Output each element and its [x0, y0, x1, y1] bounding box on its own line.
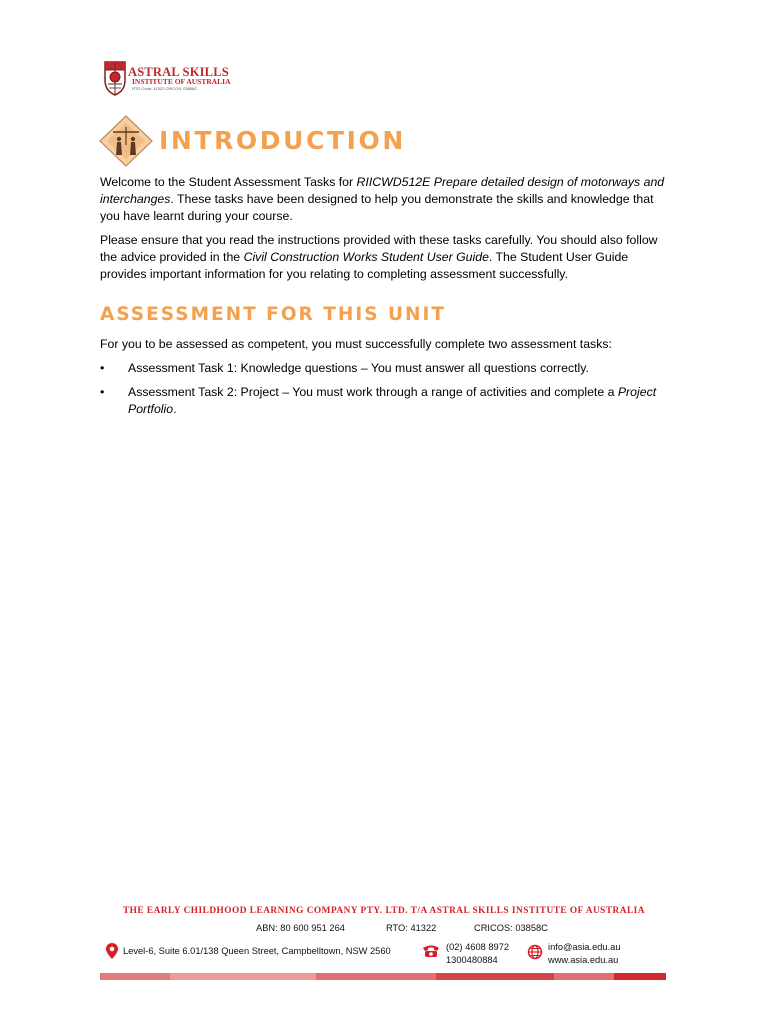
email-link[interactable]: info@asia.edu.au	[548, 942, 621, 952]
list-item	[100, 360, 670, 377]
list-item	[100, 384, 670, 418]
telephone-icon	[421, 944, 441, 958]
footer-rto: RTO: 41322	[386, 923, 437, 933]
intro-p2-before: Please ensure that you read the instructions provided with these tasks carefully. You should also follow the advice provided in the	[100, 233, 658, 264]
bullet: •	[100, 361, 105, 375]
footer-address: Level-6, Suite 6.01/138 Queen Street, Campbelltown, NSW 2560	[123, 946, 391, 956]
phone-number-1: (02) 4608 8972	[446, 942, 510, 952]
astral-skills-logo	[103, 60, 233, 98]
intro-p1-before: Welcome to the Student Assessment Tasks for	[100, 175, 357, 189]
footer-color-bar	[100, 973, 666, 980]
assessment-heading: ASSESSMENT FOR THIS UNIT	[100, 304, 446, 325]
bullet: •	[100, 385, 105, 399]
globe-icon	[527, 944, 543, 960]
assessment-task-list	[100, 360, 670, 425]
footer-abn: ABN: 80 600 951 264	[256, 923, 345, 933]
shield-logo-icon	[103, 60, 127, 96]
location-pin-icon	[105, 942, 119, 960]
intro-p1-after: . These tasks have been designed to help you demonstrate the skills and knowledge that you have learnt during your course.	[100, 192, 654, 223]
phone-number-2: 1300480884	[446, 954, 498, 965]
logo-subtitle: INSTITUTE OF AUSTRALIA	[132, 77, 231, 86]
assessment-lead: For you to be assessed as competent, you must successfully complete two assessment tasks:	[100, 337, 612, 351]
introduction-heading: INTRODUCTION	[159, 126, 406, 155]
website-link[interactable]: www.asia.edu.au	[548, 954, 619, 965]
intro-p2-after: . The Student User Guide provides important information for you relating to completing assessment successfully.	[100, 250, 629, 281]
footer-company-name: THE EARLY CHILDHOOD LEARNING COMPANY PTY. LTD. T/A ASTRAL SKILLS INSTITUTE OF AUSTRALIA	[122, 906, 646, 916]
logo-name: ASTRAL SKILLS	[128, 65, 229, 79]
logo-meta: RTO Code: 41322 CRICOS: 03858C	[132, 86, 198, 91]
task-2-text	[128, 385, 656, 416]
user-guide-title: Civil Construction Works Student User Guide	[243, 250, 489, 264]
intro-paragraph-1	[100, 174, 670, 225]
footer-cricos: CRICOS: 03858C	[474, 923, 548, 933]
task-2-after: .	[173, 402, 177, 416]
project-portfolio: Project Portfolio	[128, 385, 657, 416]
unit-title: RIICWD512E Prepare detailed design of motorways and interchanges	[100, 175, 665, 206]
footer-web	[548, 941, 621, 966]
intro-paragraph-2	[100, 232, 670, 283]
task-1-text: Assessment Task 1: Knowledge questions – You must answer all questions correctly.	[128, 361, 589, 375]
footer-phone	[446, 941, 509, 966]
task-2-before: Assessment Task 2: Project – You must work through a range of activities and complete a	[128, 385, 618, 399]
construction-workers-diamond-icon	[99, 115, 153, 167]
